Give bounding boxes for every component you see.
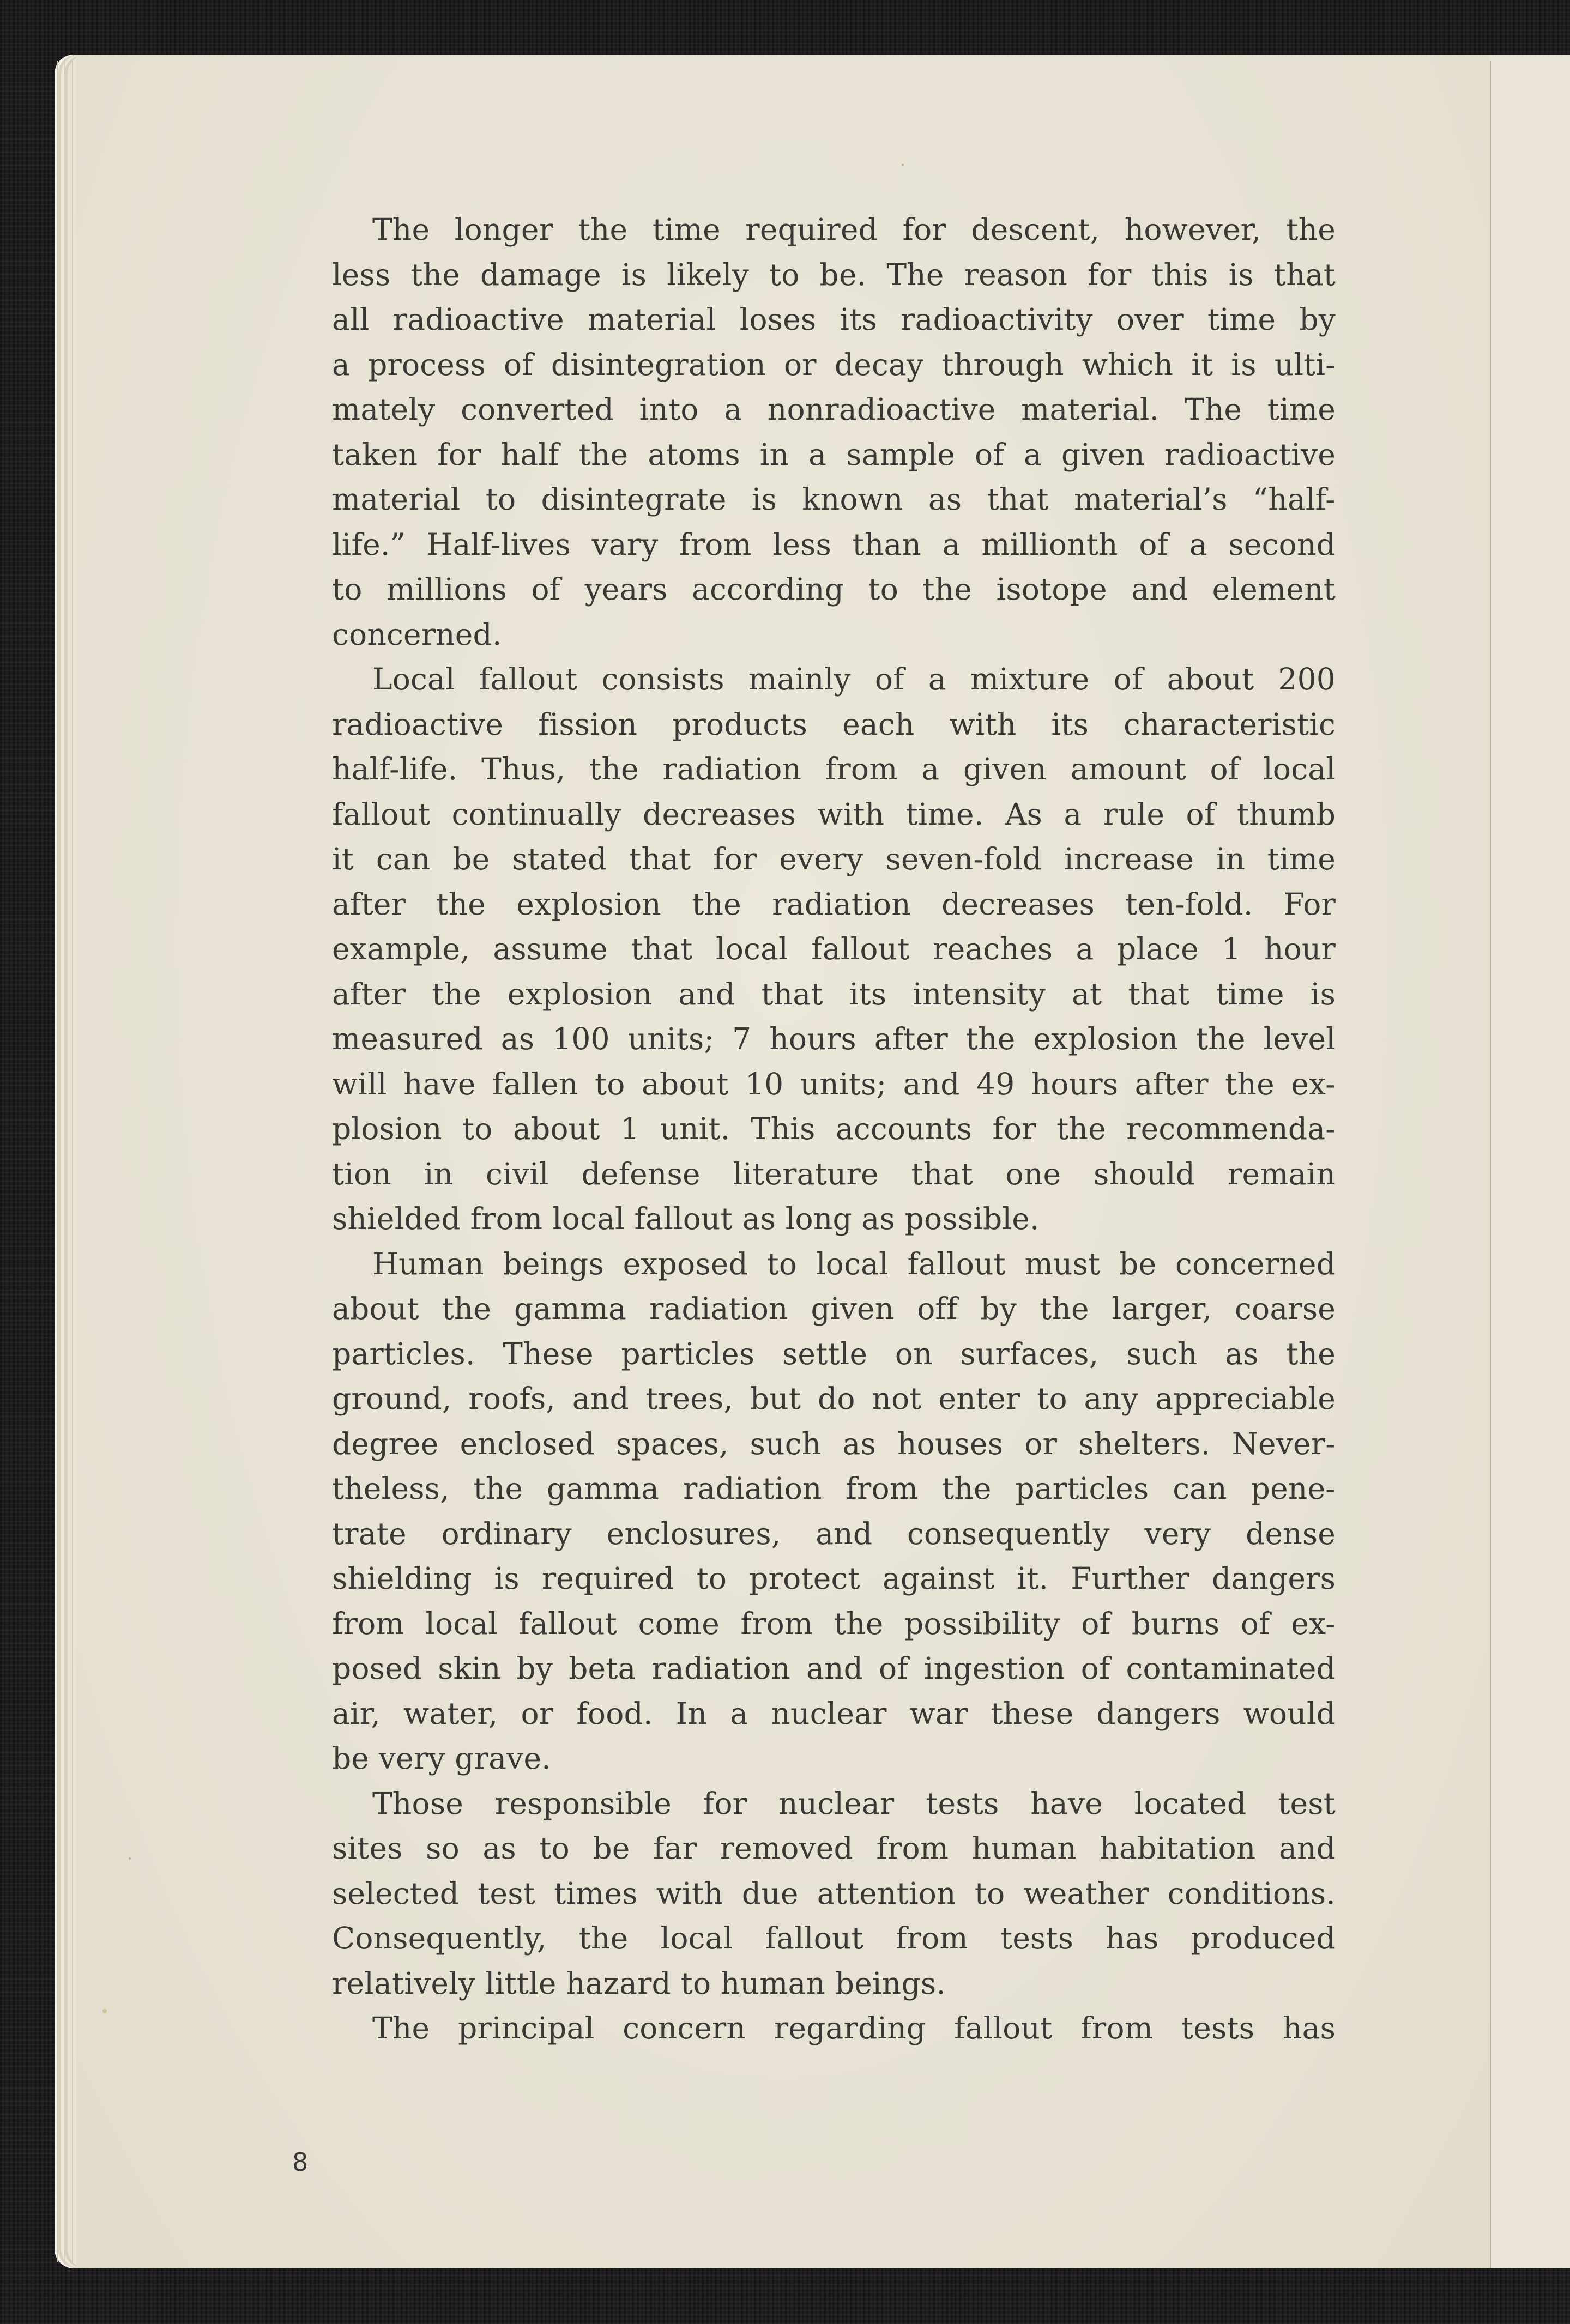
text-line: a process of disintegration or decay through which it is ulti- <box>332 347 1336 382</box>
text-line: ground, roofs, and trees, but do not enter to any appreciable <box>332 1381 1336 1416</box>
text-line: radioactive fission products each with its characteristic <box>332 706 1336 742</box>
text-line: mately converted into a nonradioactive material. The time <box>332 392 1336 427</box>
text-line: air, water, or food. In a nuclear war these dangers would <box>332 1696 1336 1731</box>
text-line: concerned. <box>332 616 502 652</box>
text-line: particles. These particles settle on surfaces, such as the <box>332 1336 1336 1371</box>
text-line: will have fallen to about 10 units; and 49 hours after the ex- <box>332 1066 1336 1102</box>
text-line: after the explosion and that its intensity at that time is <box>332 976 1336 1012</box>
text-line: life.” Half-lives vary from less than a millionth of a second <box>332 526 1336 562</box>
text-line: less the damage is likely to be. The reason for this is that <box>332 257 1336 292</box>
text-line: degree enclosed spaces, such as houses or shelters. Never- <box>332 1426 1336 1461</box>
text-line: be very grave. <box>332 1741 551 1776</box>
text-line: relatively little hazard to human beings. <box>332 1965 946 2001</box>
paper-speck <box>902 164 904 166</box>
text-line: trate ordinary enclosures, and consequently very dense <box>332 1516 1336 1551</box>
paper-speck <box>129 1857 131 1860</box>
text-line: example, assume that local fallout reaches a place 1 hour <box>332 931 1336 966</box>
text-line: Consequently, the local fallout from tests has produced <box>332 1921 1336 1956</box>
text-line: Local fallout consists mainly of a mixture of about 200 <box>372 662 1336 697</box>
text-line: sites so as to be far removed from human habitation and <box>332 1831 1336 1866</box>
text-line: fallout continually decreases with time. As a rule of thumb <box>332 796 1336 832</box>
text-line: The longer the time required for descent, however, the <box>372 212 1336 247</box>
text-line: from local fallout come from the possibility of burns of ex- <box>332 1606 1336 1641</box>
paragraph <box>332 207 1336 657</box>
text-line: taken for half the atoms in a sample of a given radioactive <box>332 437 1336 472</box>
page-edge-lines <box>57 61 78 2262</box>
page-number: 8 <box>292 2147 309 2177</box>
paragraph <box>332 1781 1336 2006</box>
text-line: it can be stated that for every seven-fold increase in time <box>332 842 1336 876</box>
text-line: after the explosion the radiation decreases ten-fold. For <box>332 886 1336 922</box>
body-text <box>332 207 1336 2051</box>
text-line: posed skin by beta radiation and of ingestion of contaminated <box>332 1651 1336 1686</box>
text-line: theless, the gamma radiation from the particles can pene- <box>332 1471 1336 1506</box>
facing-page-edge <box>1491 61 1570 2268</box>
text-line: Those responsible for nuclear tests have located test <box>372 1786 1336 1821</box>
text-line: tion in civil defense literature that one should remain <box>332 1156 1336 1191</box>
text-line: plosion to about 1 unit. This accounts for the recommenda- <box>332 1111 1336 1146</box>
text-line: material to disintegrate is known as that material’s “half- <box>332 482 1336 517</box>
text-line: all radioactive material loses its radioactivity over time by <box>332 302 1336 337</box>
paper-speck <box>102 2009 107 2013</box>
text-line: shielded from local fallout as long as possible. <box>332 1201 1040 1236</box>
text-line: measured as 100 units; 7 hours after the explosion the level <box>332 1021 1336 1056</box>
text-line: half-life. Thus, the radiation from a given amount of local <box>332 752 1336 786</box>
text-line: shielding is required to protect against it. Further dangers <box>332 1561 1336 1596</box>
text-line: selected test times with due attention to weather conditions. <box>332 1875 1336 1911</box>
text-line: to millions of years according to the isotope and element <box>332 572 1336 607</box>
text-line: Human beings exposed to local fallout must be concerned <box>372 1246 1336 1281</box>
paragraph <box>332 657 1336 1242</box>
paragraph <box>332 1242 1336 1781</box>
text-line: The principal concern regarding fallout from tests has <box>372 2011 1336 2045</box>
paragraph <box>332 2006 1336 2051</box>
text-line: about the gamma radiation given off by the larger, coarse <box>332 1291 1336 1326</box>
